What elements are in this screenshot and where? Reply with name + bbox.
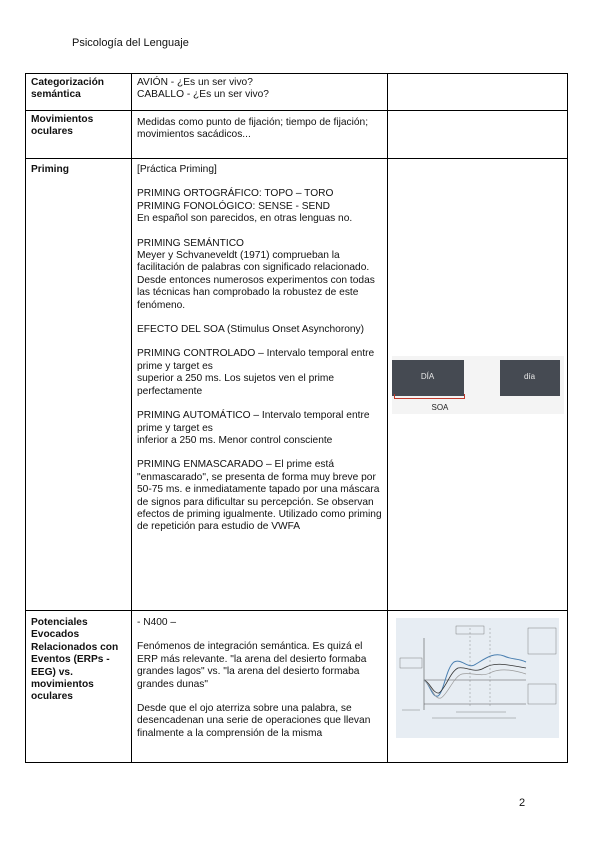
content-line: Desde que el ojo aterriza sobre una palabra, se desencadenan una serie de operaciones que llevan finalmente a la comprensión de la misma [137,703,371,739]
row-content-erp [132,611,388,763]
content-line: PRIMING ENMASCARADO – El prime está "enmascarado", se presenta de forma muy breve por 50-75 ms. e inmediatamente tapado por una máscara de signos para dificultar su percepción. Se observan [137,459,380,508]
paragraph [137,188,382,225]
table-row [26,159,568,611]
content-line: PRIMING FONOLÓGICO: SENSE - SEND [137,200,331,212]
paragraph [137,641,382,691]
row-extra-priming-figure [388,159,568,611]
content-line: Meyer y Schvaneveldt (1971) comprueban la facilitación de palabras con significado relacionado. Desde entonces numerosos experimentos con todas las técnicas han comprobado la robustez de este fenómeno. [137,250,375,311]
soa-bracket-tick [464,394,465,399]
prime-card: DÍA [392,360,464,396]
content-line: Medidas como punto de fijación; tiempo de fijación; movimientos sacádicos... [137,117,369,141]
soa-figure [392,356,564,414]
content-line: superior a 250 ms. Los sujetos ven el prime perfectamente [137,373,335,397]
soa-bracket-line [394,398,464,399]
row-label-erp: Potenciales Evocados Relacionados con Eventos (ERPs - EEG) vs. movimientos oculares [26,611,132,763]
row-content-movimientos [132,111,388,159]
content-line: - N400 – [137,617,177,628]
soa-label: SOA [431,402,449,412]
row-extra-empty [388,74,568,111]
notes-table [25,73,568,763]
paragraph [137,617,382,629]
paragraph [137,164,382,176]
content-line: EFECTO DEL SOA (Stimulus Onset Asynchorony) [137,324,365,336]
paragraph [137,238,382,312]
paragraph [137,348,382,398]
row-label-categorizacion: Categorización semántica [26,74,132,111]
paragraph [137,459,382,533]
row-extra-empty [388,111,568,159]
table-row [26,611,568,763]
paragraph [137,324,382,336]
target-card: día [500,360,560,396]
content-line: AVIÓN - ¿Es un ser vivo? [137,77,253,88]
content-line: PRIMING SEMÁNTICO [137,237,244,249]
content-line: [Práctica Priming] [137,164,217,175]
content-line: PRIMING CONTROLADO – Intervalo temporal entre prime y target es [137,348,375,372]
row-extra-erp-figure [388,611,568,763]
content-line: inferior a 250 ms. Menor control consciente [137,434,333,446]
row-content-categorizacion [132,74,388,111]
table-row [26,111,568,159]
page-number: 2 [519,797,526,809]
erp-eye-movement-figure [396,618,559,738]
erp-chart-illustration [396,618,559,738]
content-line: CABALLO - ¿Es un ser vivo? [137,89,269,101]
row-label-priming: Priming [26,159,132,611]
paragraph [137,410,382,447]
document-header-title: Psicología del Lenguaje [72,37,189,49]
content-line: PRIMING AUTOMÁTICO – Intervalo temporal entre prime y target es [137,410,370,434]
row-content-priming [132,159,388,611]
content-line: En español son parecidos, en otras lenguas no. [137,213,353,225]
row-label-movimientos: Movimientos oculares [26,111,132,159]
content-line: PRIMING ORTOGRÁFICO: TOPO – TORO [137,188,334,200]
table-row [26,74,568,111]
content-line: efectos de priming igualmente. Utilizado como priming de repetición para estudio de VWFA [137,508,382,533]
paragraph [137,703,382,740]
content-line: Fenómenos de integración semántica. Es quizá el ERP más relevante. "la arena del desierto formaba grandes lagos" vs. "la arena del desierto formaba grandes dunas" [137,641,367,690]
